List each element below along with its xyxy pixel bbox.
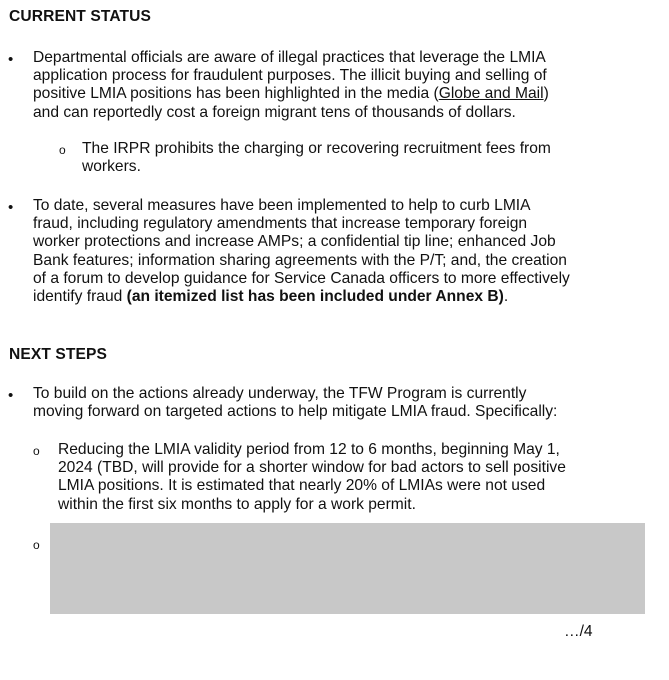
text-line: worker protections and increase AMPs; a confidential tip line; enhanced Job — [33, 233, 556, 251]
text-line — [33, 85, 613, 103]
text-line: and can reportedly cost a foreign migrant tens of thousands of dollars. — [33, 103, 516, 121]
current-status-paragraph-2 — [33, 197, 613, 306]
current-status-heading: CURRENT STATUS — [9, 8, 152, 25]
sub-bullet-marker: o — [59, 143, 66, 157]
next-steps-subpoint-1 — [58, 441, 628, 514]
text-line: application process for fraudulent purposes. The illicit buying and selling of — [33, 67, 547, 85]
next-steps-paragraph-1 — [33, 385, 613, 421]
text-line: Reducing the LMIA validity period from 12 to 6 months, beginning May 1, — [58, 441, 560, 458]
text-line: workers. — [82, 158, 141, 176]
text-line: fraud, including regulatory amendments that increase temporary foreign — [33, 215, 528, 233]
redacted-block — [50, 523, 645, 614]
text-segment: ) — [543, 85, 549, 103]
text-line: To date, several measures have been implemented to help to curb LMIA — [33, 197, 531, 214]
sub-bullet-marker: o — [33, 444, 40, 458]
text-line: within the first six months to apply for a work permit. — [58, 495, 416, 513]
sub-bullet-marker: o — [33, 538, 40, 552]
bullet-marker: • — [8, 387, 14, 404]
text-line — [33, 288, 613, 306]
text-line: moving forward on targeted actions to help mitigate LMIA fraud. Specifically: — [33, 403, 558, 421]
current-status-subpoint-1 — [82, 140, 602, 176]
text-line: Bank features; information sharing agreements with the P/T; and, the creation — [33, 251, 567, 269]
page-number: …/4 — [564, 623, 593, 640]
text-segment: . — [503, 288, 509, 306]
bullet-marker: • — [8, 199, 14, 216]
text-line: The IRPR prohibits the charging or recovering recruitment fees from — [82, 140, 551, 157]
text-segment: identify fraud — [33, 288, 127, 306]
annex-b-reference: (an itemized list has been included under Annex B) — [126, 288, 504, 306]
text-segment: positive LMIA positions has been highlighted in the media ( — [33, 85, 439, 103]
next-steps-heading: NEXT STEPS — [9, 346, 108, 363]
current-status-paragraph-1 — [33, 49, 613, 122]
bullet-marker: • — [8, 51, 14, 68]
text-line: Departmental officials are aware of illegal practices that leverage the LMIA — [33, 49, 546, 66]
text-line: of a forum to develop guidance for Service Canada officers to more effectively — [33, 269, 570, 287]
text-line: 2024 (TBD, will provide for a shorter window for bad actors to sell positive — [58, 459, 566, 477]
text-line: LMIA positions. It is estimated that nearly 20% of LMIAs were not used — [58, 477, 546, 495]
text-line: To build on the actions already underway, the TFW Program is currently — [33, 385, 527, 402]
globe-and-mail-link[interactable]: Globe and Mail — [438, 85, 544, 103]
